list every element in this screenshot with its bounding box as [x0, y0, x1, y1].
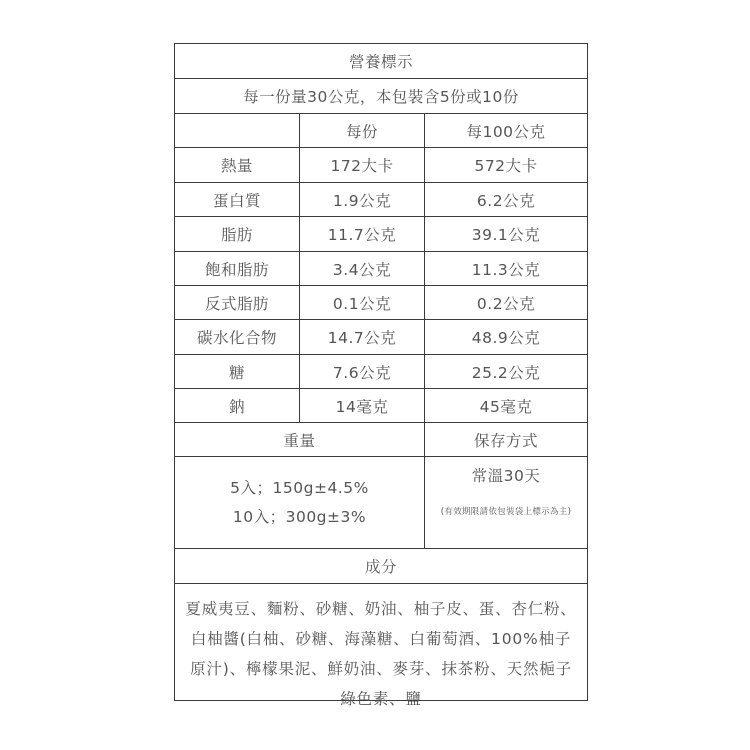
nutrient-name: 熱量	[175, 148, 300, 182]
table-row	[175, 320, 587, 355]
ingredients-label: 成分	[364, 558, 397, 576]
nutrient-per-serving: 14毫克	[300, 389, 425, 422]
weight-storage-header-row	[175, 423, 587, 457]
nutrition-facts-table	[174, 43, 588, 708]
nutrient-per-serving: 3.4公克	[300, 252, 425, 285]
nutrient-name: 蛋白質	[175, 183, 300, 216]
serving-info: 每一份量30公克，本包裝含5份或10份	[243, 88, 519, 106]
nutrient-per-serving: 14.7公克	[300, 320, 425, 354]
nutrient-per-100g: 48.9公克	[471, 329, 541, 347]
nutrient-per-serving: 7.6公克	[300, 355, 425, 388]
nutrient-name: 糖	[175, 355, 300, 388]
table-row	[175, 355, 587, 389]
table-row	[175, 217, 587, 252]
serving-info-row	[175, 79, 587, 114]
nutrient-per-100g: 0.2公克	[476, 294, 536, 313]
weight-line-1: 5入；150g±4.5%	[230, 478, 369, 497]
weight-label: 重量	[175, 423, 425, 456]
table-row	[175, 183, 587, 217]
table-row	[175, 148, 587, 183]
storage-note: (有效期限請依包裝袋上標示為主)	[440, 507, 572, 517]
nutrient-per-100g: 39.1公克	[471, 226, 541, 244]
nutrient-name: 碳水化合物	[175, 320, 300, 354]
nutrient-per-100g: 11.3公克	[471, 260, 541, 279]
nutrient-per-100g: 572大卡	[474, 157, 538, 175]
nutrient-per-serving: 0.1公克	[300, 286, 425, 319]
storage-values	[425, 457, 587, 548]
storage-label: 保存方式	[473, 431, 538, 450]
nutrient-name: 飽和脂肪	[175, 252, 300, 285]
nutrient-per-100g: 45毫克	[479, 397, 533, 416]
table-title: 營養標示	[348, 53, 413, 71]
header-per-100g: 每100公克	[466, 122, 546, 141]
table-row	[175, 252, 587, 286]
header-per-serving: 每份	[300, 114, 425, 147]
nutrient-per-100g: 25.2公克	[471, 363, 541, 382]
nutrient-name: 鈉	[175, 389, 300, 422]
column-header-row	[175, 114, 587, 148]
nutrient-per-serving: 11.7公克	[300, 217, 425, 251]
weight-storage-value-row	[175, 457, 587, 549]
nutrient-name: 反式脂肪	[175, 286, 300, 319]
table-row	[175, 389, 587, 423]
weight-line-2: 10入；300g±3%	[232, 507, 367, 526]
weight-values	[175, 457, 425, 548]
ingredients-text: 夏威夷豆、麵粉、砂糖、奶油、柚子皮、蛋、杏仁粉、白柚醬(白柚、砂糖、海藻糖、白葡萄酒、100%柚子原汁)、檸檬果泥、鮮奶油、麥芽、抹茶粉、天然梔子綠色素、鹽	[185, 600, 577, 708]
nutrient-per-serving: 172大卡	[300, 148, 425, 182]
table-row	[175, 286, 587, 320]
header-blank	[175, 114, 300, 147]
nutrient-per-100g: 6.2公克	[476, 191, 536, 210]
nutrient-name: 脂肪	[175, 217, 300, 251]
nutrient-per-serving: 1.9公克	[300, 183, 425, 216]
ingredients-header-row	[175, 549, 587, 584]
storage-duration: 常溫30天	[471, 467, 541, 485]
title-row	[175, 44, 587, 79]
